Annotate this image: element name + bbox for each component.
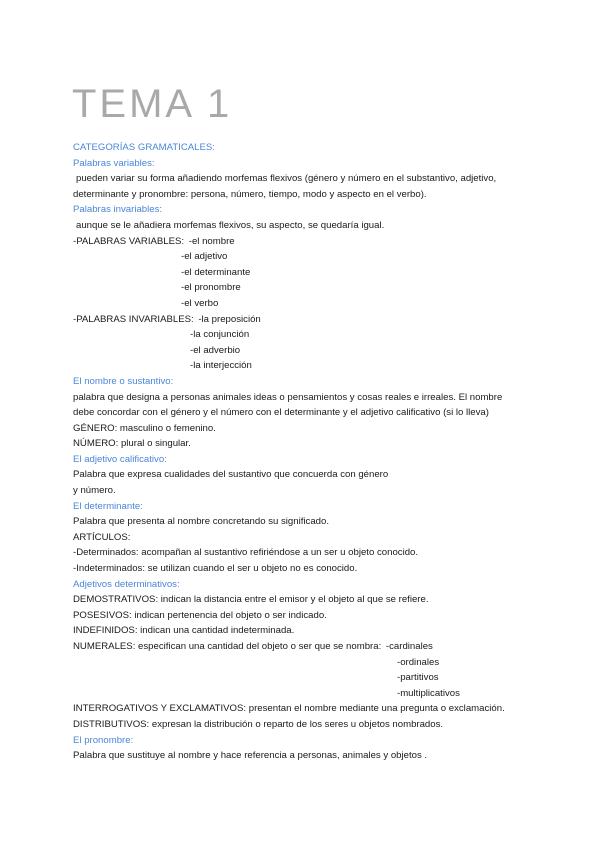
- paragraph-line: pueden variar su forma añadiendo morfemas flexivos (género y número en el substantivo, adjetivo,: [76, 173, 497, 185]
- paragraph-line: INDEFINIDOS: indican una cantidad indeterminada.: [73, 625, 295, 637]
- subheading-adjetivos-determinativos: Adjetivos determinativos:: [73, 578, 180, 590]
- variables-list-first: [73, 234, 543, 250]
- paragraph-line: DEMOSTRATIVOS: indican la distancia entre el emisor y el objeto al que se refiere.: [73, 594, 429, 606]
- page-title: TEMA 1: [72, 82, 233, 126]
- numerales-label: NUMERALES: especifican una cantidad del objeto o ser que se nombra:: [73, 641, 382, 652]
- invariables-label: -PALABRAS INVARIABLES:: [73, 313, 194, 325]
- paragraph-line: INTERROGATIVOS Y EXCLAMATIVOS: presentan el nombre mediante una pregunta o exclamación.: [73, 703, 505, 715]
- paragraph-line: aunque se le añadiera morfemas flexivos, su aspecto, se quedaría igual.: [76, 219, 385, 231]
- paragraph-line: Palabra que expresa cualidades del sustantivo que concuerda con género: [73, 469, 389, 481]
- list-item: -el determinante: [181, 266, 251, 278]
- subheading-palabras-variables: Palabras variables:: [73, 157, 155, 169]
- paragraph-line: ARTÍCULOS:: [73, 531, 131, 543]
- section-heading-categorias: CATEGORÍAS GRAMATICALES:: [73, 142, 215, 153]
- subheading-pronombre: El pronombre:: [73, 734, 134, 746]
- paragraph-line: determinante y pronombre: persona, número, tiempo, modo y aspecto en el verbo).: [73, 188, 427, 200]
- list-item: -el verbo: [181, 297, 219, 309]
- list-item: -la preposición: [198, 313, 261, 325]
- list-item: -multiplicativos: [397, 687, 460, 699]
- list-item: -el pronombre: [181, 282, 241, 294]
- list-item: -el adverbio: [190, 344, 241, 356]
- notes-body: [73, 140, 543, 764]
- paragraph-line: y número.: [73, 485, 116, 497]
- paragraph-line: -Determinados: acompañan al sustantivo refiriéndose a un ser u objeto conocido.: [73, 547, 419, 559]
- subheading-nombre: El nombre o sustantivo:: [73, 375, 174, 387]
- paragraph-line: Palabra que presenta al nombre concretando su significado.: [73, 516, 329, 528]
- invariables-list-first: [73, 312, 543, 328]
- list-item: -partitivos: [397, 672, 439, 684]
- variables-label: -PALABRAS VARIABLES:: [73, 235, 185, 247]
- list-item: -la interjección: [190, 360, 252, 372]
- paragraph-line: DISTRIBUTIVOS: expresan la distribución o reparto de los seres u objetos nombrados.: [73, 718, 444, 730]
- paragraph-line: NÚMERO: plural o singular.: [73, 438, 191, 450]
- subheading-adjetivo: El adjetivo calificativo:: [73, 453, 167, 465]
- paragraph-line: palabra que designa a personas animales ideas o pensamientos y cosas reales e irreales. El nombre: [73, 391, 503, 403]
- subheading-determinante: El determinante:: [73, 500, 143, 512]
- paragraph-line: GÉNERO: masculino o femenino.: [73, 422, 216, 434]
- paragraph-line: Palabra que sustituye al nombre y hace referencia a personas, animales y objetos .: [73, 750, 428, 762]
- paragraph-line: debe concordar con el género y el número con el determinante y el adjetivo calificativo (si lo lleva): [73, 407, 489, 419]
- paragraph-line: POSESIVOS: indican pertenencia del objeto o ser indicado.: [73, 609, 327, 621]
- subheading-palabras-invariables: Palabras invariables:: [73, 204, 163, 216]
- list-item: -ordinales: [397, 656, 440, 668]
- list-item: -la conjunción: [190, 329, 250, 341]
- paragraph-line: -Indeterminados: se utilizan cuando el ser u objeto no es conocido.: [73, 563, 358, 575]
- list-item: -cardinales: [385, 641, 433, 652]
- list-item: -el nombre: [188, 235, 235, 247]
- list-item: -el adjetivo: [181, 251, 228, 263]
- numerales-list-first: [73, 639, 543, 655]
